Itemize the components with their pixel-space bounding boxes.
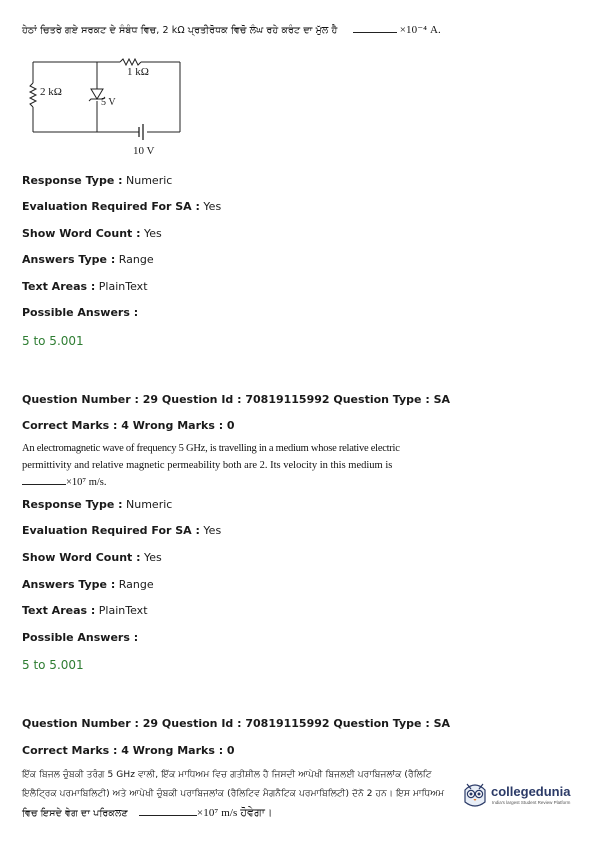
resistor-2k <box>30 83 36 107</box>
possible-answer: 5 to 5.001 <box>22 658 84 672</box>
possible-answer: 5 to 5.001 <box>22 334 84 348</box>
collegedunia-logo <box>461 778 573 814</box>
logo-tagline: India's largest Student Review Platform <box>492 800 571 805</box>
meta-possible-answers: Possible Answers : <box>22 631 139 644</box>
label-zener: 5 V <box>101 97 116 108</box>
meta-text-areas: Text Areas : PlainText <box>22 604 148 617</box>
meta-evaluation-required: Evaluation Required For SA : Yes <box>22 200 222 213</box>
meta-show-word-count: Show Word Count : Yes <box>22 551 162 564</box>
answer-blank <box>353 22 397 33</box>
question-28-text <box>22 22 441 39</box>
label-resistor-2k: 2 kΩ <box>40 86 62 98</box>
resistor-1k <box>120 59 141 65</box>
meta-response-type: Response Type : Numeric <box>22 498 173 511</box>
logo-brand: collegedunia <box>491 784 571 799</box>
meta-evaluation-required: Evaluation Required For SA : Yes <box>22 524 222 537</box>
meta-response-type: Response Type : Numeric <box>22 174 173 187</box>
meta-possible-answers: Possible Answers : <box>22 306 139 319</box>
meta-show-word-count: Show Word Count : Yes <box>22 227 162 240</box>
meta-text-areas: Text Areas : PlainText <box>22 280 148 293</box>
answer-blank <box>22 474 66 485</box>
question-header: Question Number : 29 Question Id : 70819115992 Question Type : SA <box>22 393 451 406</box>
question-28-text-post: ×10⁻⁴ A. <box>399 24 441 36</box>
question-marks: Correct Marks : 4 Wrong Marks : 0 <box>22 419 235 432</box>
meta-answers-type: Answers Type : Range <box>22 578 154 591</box>
answer-blank <box>139 805 197 816</box>
question-29-text: An electromagnetic wave of frequency 5 GHz, is travelling in a medium whose relative electric permittivity and relative magnetic permeability both are 2. Its velocity in this medium is ×10⁷ m/s. <box>22 443 400 488</box>
question-29-punjabi-text: ਇੱਕ ਬਿਜਲ ਚੁੰਬਕੀ ਤਰੰਗ 5 GHz ਵਾਲੀ, ਇੱਕ ਮਾਧਿਅਮ ਵਿਚ ਗਤੀਸ਼ੀਲ ਹੈ ਜਿਸਦੀ ਆਪੇਖੀ ਬਿਜਲਈ ਪਰਾਬਿਜਲਾਂਕ (ਰੈਲਿਟਿ ਇਲੈਟ੍ਰਿਕ ਪਰਮਾਬਿਲਿਟੀ) ਅਤੇ ਆਪੇਖੀ ਚੁੰਬਕੀ ਪਰਾਬਿਜਲਾਂਕ (ਰੈਲਿਟਿਵ ਮੈਗਨੈਟਿਕ ਪਰਮਾਬਿਲਿਟੀ) ਦੋਨੋ 2 ਹਨ। ਇਸ ਮਾਧਿਅਮ ਵਿਚ ਇਸਦੇ ਵੇਗ ਦਾ ਪਰਿਕਲਣ ×10⁷ m/s ਹੋਵੇਗਾ। <box>22 770 445 819</box>
label-battery: 10 V <box>133 145 155 157</box>
label-resistor-1k: 1 kΩ <box>127 66 149 78</box>
question-28-text-pre: ਹੇਠਾਂ ਚਿਤਰੇ ਗਏ ਸਰਕਟ ਦੇ ਸੰਬੰਧ ਵਿਚ, 2 kΩ ਪ੍ਰਤੀਰੋਧਕ ਵਿਚੋ ਲੰਘ ਰਹੇ ਕਰੰਟ ਦਾ ਮੁੱਲ ਹੈ <box>22 25 338 36</box>
question-header: Question Number : 29 Question Id : 70819115992 Question Type : SA <box>22 717 451 730</box>
meta-answers-type: Answers Type : Range <box>22 253 154 266</box>
question-marks: Correct Marks : 4 Wrong Marks : 0 <box>22 744 235 757</box>
owl-icon <box>461 780 489 810</box>
